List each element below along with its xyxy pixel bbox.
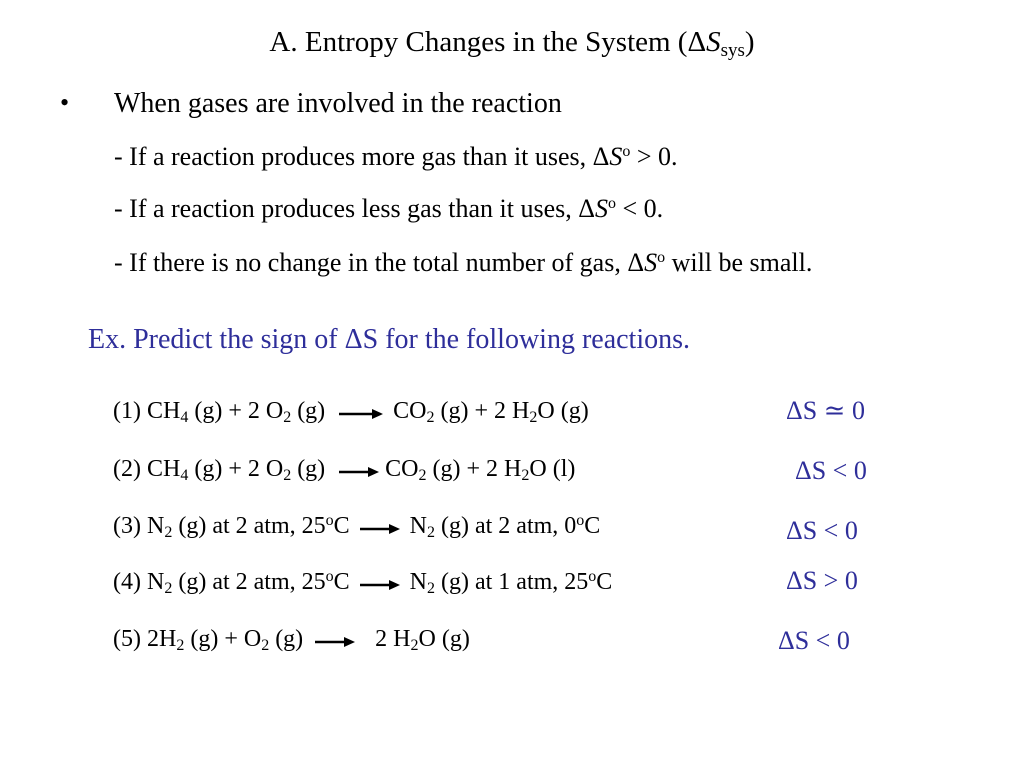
reaction-number: (3)	[113, 513, 147, 539]
reactant-text: (g)	[269, 626, 304, 652]
title-subscript: sys	[720, 40, 745, 61]
product-text: C	[596, 569, 613, 595]
title-suffix: )	[744, 26, 755, 58]
rule-no-change	[114, 248, 812, 278]
reactant-text: N	[146, 513, 165, 539]
reaction-2	[113, 456, 575, 485]
title-prefix: A. Entropy Changes in the System (Δ	[269, 26, 707, 58]
title-symbol: S	[706, 26, 721, 58]
superscript: o	[576, 512, 585, 529]
reactant-text: (g) + 2 O	[188, 456, 284, 482]
subscript: 4	[180, 409, 189, 426]
product-text: (g) + 2 H	[426, 456, 522, 482]
reaction-5	[113, 626, 470, 655]
product-text: C	[584, 513, 601, 539]
superscript: o	[588, 568, 597, 585]
example-heading: Ex. Predict the sign of ΔS for the following reactions.	[88, 324, 690, 355]
product-text: CO	[393, 398, 427, 424]
answer-5: ΔS < 0	[778, 626, 850, 655]
reactant-text: (g) at 2 atm, 25	[172, 513, 326, 539]
answer-2: ΔS < 0	[795, 456, 867, 485]
reaction-3	[113, 512, 600, 542]
reactant-text: CH	[146, 456, 181, 482]
reaction-arrow-icon	[339, 463, 379, 477]
subscript: 2	[164, 580, 173, 597]
answer-1: ΔS ≃ 0	[786, 396, 865, 425]
reaction-number: (1)	[113, 398, 147, 424]
subscript: 2	[283, 409, 292, 426]
reactant-text: (g)	[291, 398, 326, 424]
product-text: (g) at 1 atm, 25	[434, 569, 589, 595]
product-text: N	[409, 569, 427, 595]
reactant-text: (g) + 2 O	[188, 398, 284, 424]
subscript: 2	[176, 637, 185, 654]
rule-sup: o	[622, 143, 631, 160]
superscript: o	[325, 512, 334, 529]
subscript: 2	[261, 637, 270, 654]
reactant-text: N	[146, 569, 165, 595]
answer-4: ΔS > 0	[786, 566, 858, 595]
product-text: (g) + 2 H	[434, 398, 530, 424]
reaction-arrow-icon	[315, 633, 355, 647]
subscript: 4	[180, 467, 189, 484]
reaction-number: (4)	[113, 569, 147, 595]
product-text: (g) at 2 atm, 0	[434, 513, 577, 539]
reactant-text: 2H	[146, 626, 177, 652]
subscript: 2	[164, 524, 173, 541]
product-text: O (l)	[529, 456, 576, 482]
rule-less-gas	[114, 194, 663, 224]
reactant-text: C	[333, 569, 350, 595]
reactant-text: C	[333, 513, 350, 539]
reaction-number: (2)	[113, 456, 147, 482]
subscript: 2	[521, 467, 530, 484]
reactant-text: (g)	[291, 456, 326, 482]
subscript: 2	[418, 467, 427, 484]
subscript: 2	[426, 580, 435, 597]
rule-sup: o	[607, 195, 616, 212]
reaction-4	[113, 568, 612, 598]
reactant-text: CH	[146, 398, 181, 424]
rule-symbol: S	[594, 194, 608, 223]
superscript: o	[325, 568, 334, 585]
product-text: N	[409, 513, 427, 539]
reaction-arrow-icon	[360, 576, 400, 590]
slide-title	[0, 26, 1024, 62]
rule-after: will be small.	[665, 248, 813, 277]
bullet-text: When gases are involved in the reaction	[114, 88, 562, 119]
subscript: 2	[426, 524, 435, 541]
product-text: O (g)	[537, 398, 589, 424]
subscript: 2	[283, 467, 292, 484]
product-text: CO	[385, 456, 419, 482]
reactant-text: (g) + O	[184, 626, 262, 652]
product-text: 2 H	[375, 626, 411, 652]
reaction-number: (5)	[113, 626, 147, 652]
rule-sup: o	[657, 249, 666, 266]
bullet-marker: •	[60, 88, 70, 117]
rule-after: > 0.	[630, 142, 678, 171]
reaction-arrow-icon	[360, 520, 400, 534]
subscript: 2	[426, 409, 435, 426]
subscript: 2	[529, 409, 538, 426]
rule-more-gas	[114, 142, 678, 172]
rule-symbol: S	[644, 248, 658, 277]
rule-text: - If a reaction produces more gas than it uses, Δ	[114, 142, 610, 171]
reaction-arrow-icon	[339, 405, 383, 419]
rule-text: - If there is no change in the total number of gas, Δ	[114, 248, 645, 277]
rule-symbol: S	[609, 142, 623, 171]
reactant-text: (g) at 2 atm, 25	[172, 569, 326, 595]
reaction-1	[113, 398, 589, 427]
rule-text: - If a reaction produces less gas than it uses, Δ	[114, 194, 595, 223]
answer-3: ΔS < 0	[786, 516, 858, 545]
rule-after: < 0.	[615, 194, 664, 223]
subscript: 2	[410, 637, 419, 654]
product-text: O (g)	[418, 626, 470, 652]
